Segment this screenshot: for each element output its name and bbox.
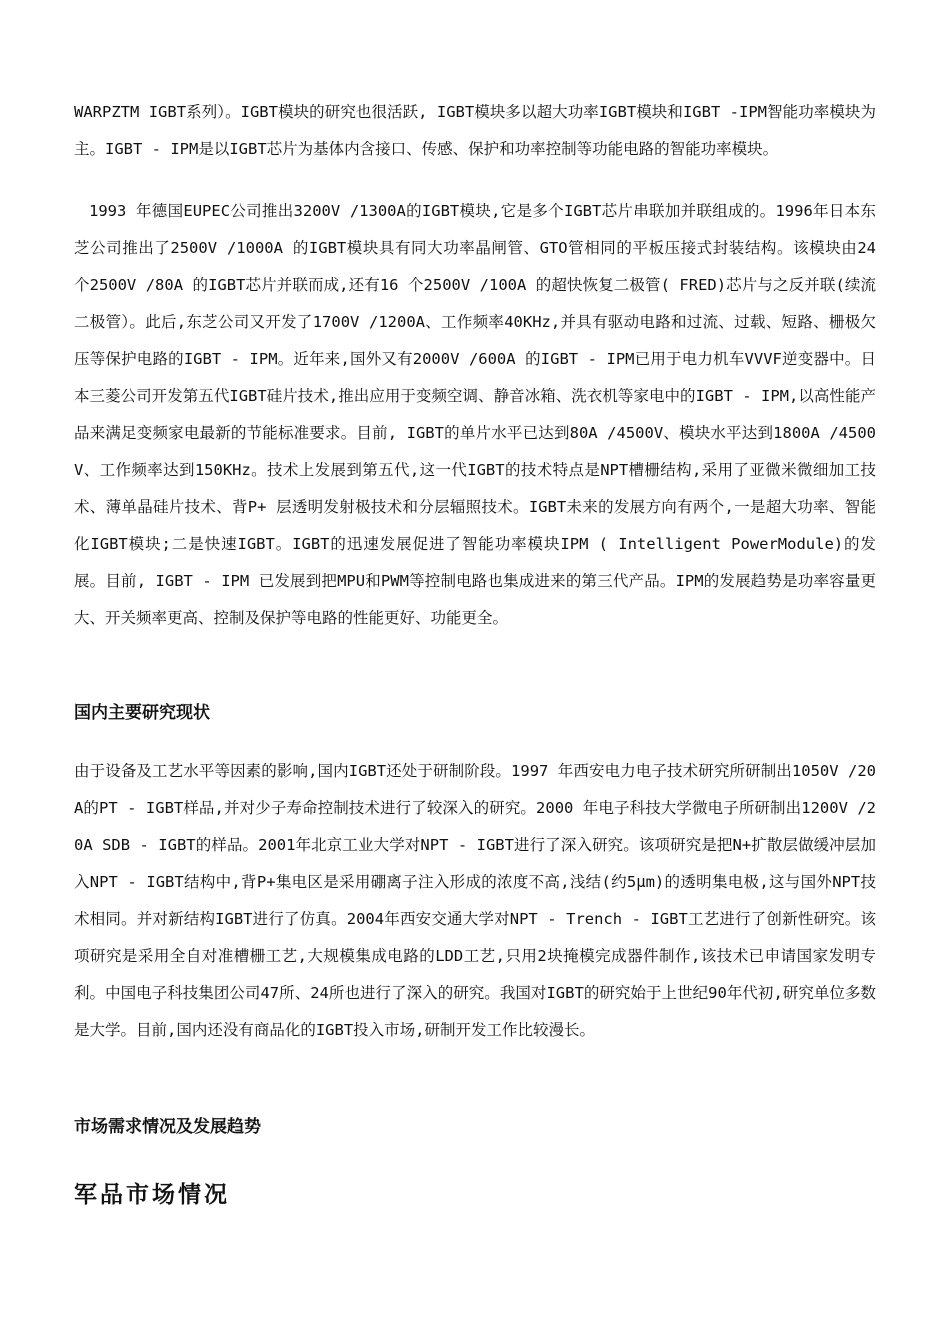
- paragraph-domestic-research: 由于设备及工艺水平等因素的影响,国内IGBT还处于研制阶段。1997 年西安电力电子技术研究所研制出1050V /20A的PT - IGBT样品,并对少子寿命控制技术进行了较深入的研究。2000 年电子科技大学微电子所研制出1200V /20A SDB - IGBT的样品。2001年北京工业大学对NPT - IGBT进行了深入研究。该项研究是把N+扩散层做缓冲层加入NPT - IGBT结构中,背P+集电区是采用硼离子注入形成的浓度不高,浅结(约5μm)的透明集电极,这与国外NPT技术相同。并对新结构IGBT进行了仿真。2004年西安交通大学对NPT - Trench - IGBT工艺进行了创新性研究。该项研究是采用全自对准槽栅工艺,大规模集成电路的LDD工艺,只用2块掩模完成器件制作,该技术已申请国家发明专利。中国电子科技集团公司47所、24所也进行了深入的研究。我国对IGBT的研究始于上世纪90年代初,研究单位多数是大学。目前,国内还没有商品化的IGBT投入市场,研制开发工作比较漫长。: [74, 762, 876, 1039]
- subheading-military-market: 军品市场情况: [74, 1181, 230, 1208]
- paragraph-igbt-international-development: 1993 年德国EUPEC公司推出3200V /1300A的IGBT模块,它是多个IGBT芯片串联加并联组成的。1996年日本东芝公司推出了2500V /1000A 的IGBT模块具有同大功率晶闸管、GTO管相同的平板压接式封装结构。该模块由24 个2500V /80A 的IGBT芯片并联而成,还有16 个2500V /100A 的超快恢复二极管( FRED)芯片与之反并联(续流二极管）。此后,东芝公司又开发了1700V /1200A、工作频率40KHz,并具有驱动电路和过流、过载、短路、栅极欠压等保护电路的IGBT - IPM。近年来,国外又有2000V /600A 的IGBT - IPM已用于电力机车VVVF逆变器中。日本三菱公司开发第五代IGBT硅片技术,推出应用于变频空调、静音冰箱、洗衣机等家电中的IGBT - IPM,以高性能产品来满足变频家电最新的节能标准要求。目前, IGBT的单片水平已达到80A /4500V、模块水平达到1800A /4500V、工作频率达到150KHz。技术上发展到第五代,这一代IGBT的技术特点是NPT槽栅结构,采用了亚微米微细加工技术、薄单晶硅片技术、背P+ 层透明发射极技术和分层辐照技术。IGBT未来的发展方向有两个,一是超大功率、智能化IGBT模块;二是快速IGBT。IGBT的迅速发展促进了智能功率模块IPM ( Intelligent PowerModule)的发展。目前, IGBT - IPM 已发展到把MPU和PWM等控制电路也集成进来的第三代产品。IPM的发展趋势是功率容量更大、开关频率更高、控制及保护等电路的性能更好、功能更全。: [74, 202, 876, 627]
- paragraph-igbt-module-research: WARPZTM IGBT系列）。IGBT模块的研究也很活跃, IGBT模块多以超大功率IGBT模块和IGBT -IPM智能功率模块为主。IGBT - IPM是以IGBT芯片为基体内含接口、传感、保护和功率控制等功能电路的智能功率模块。: [74, 103, 876, 158]
- heading-market-demand-trends: 市场需求情况及发展趋势: [74, 1117, 261, 1137]
- heading-domestic-research-status: 国内主要研究现状: [74, 703, 210, 723]
